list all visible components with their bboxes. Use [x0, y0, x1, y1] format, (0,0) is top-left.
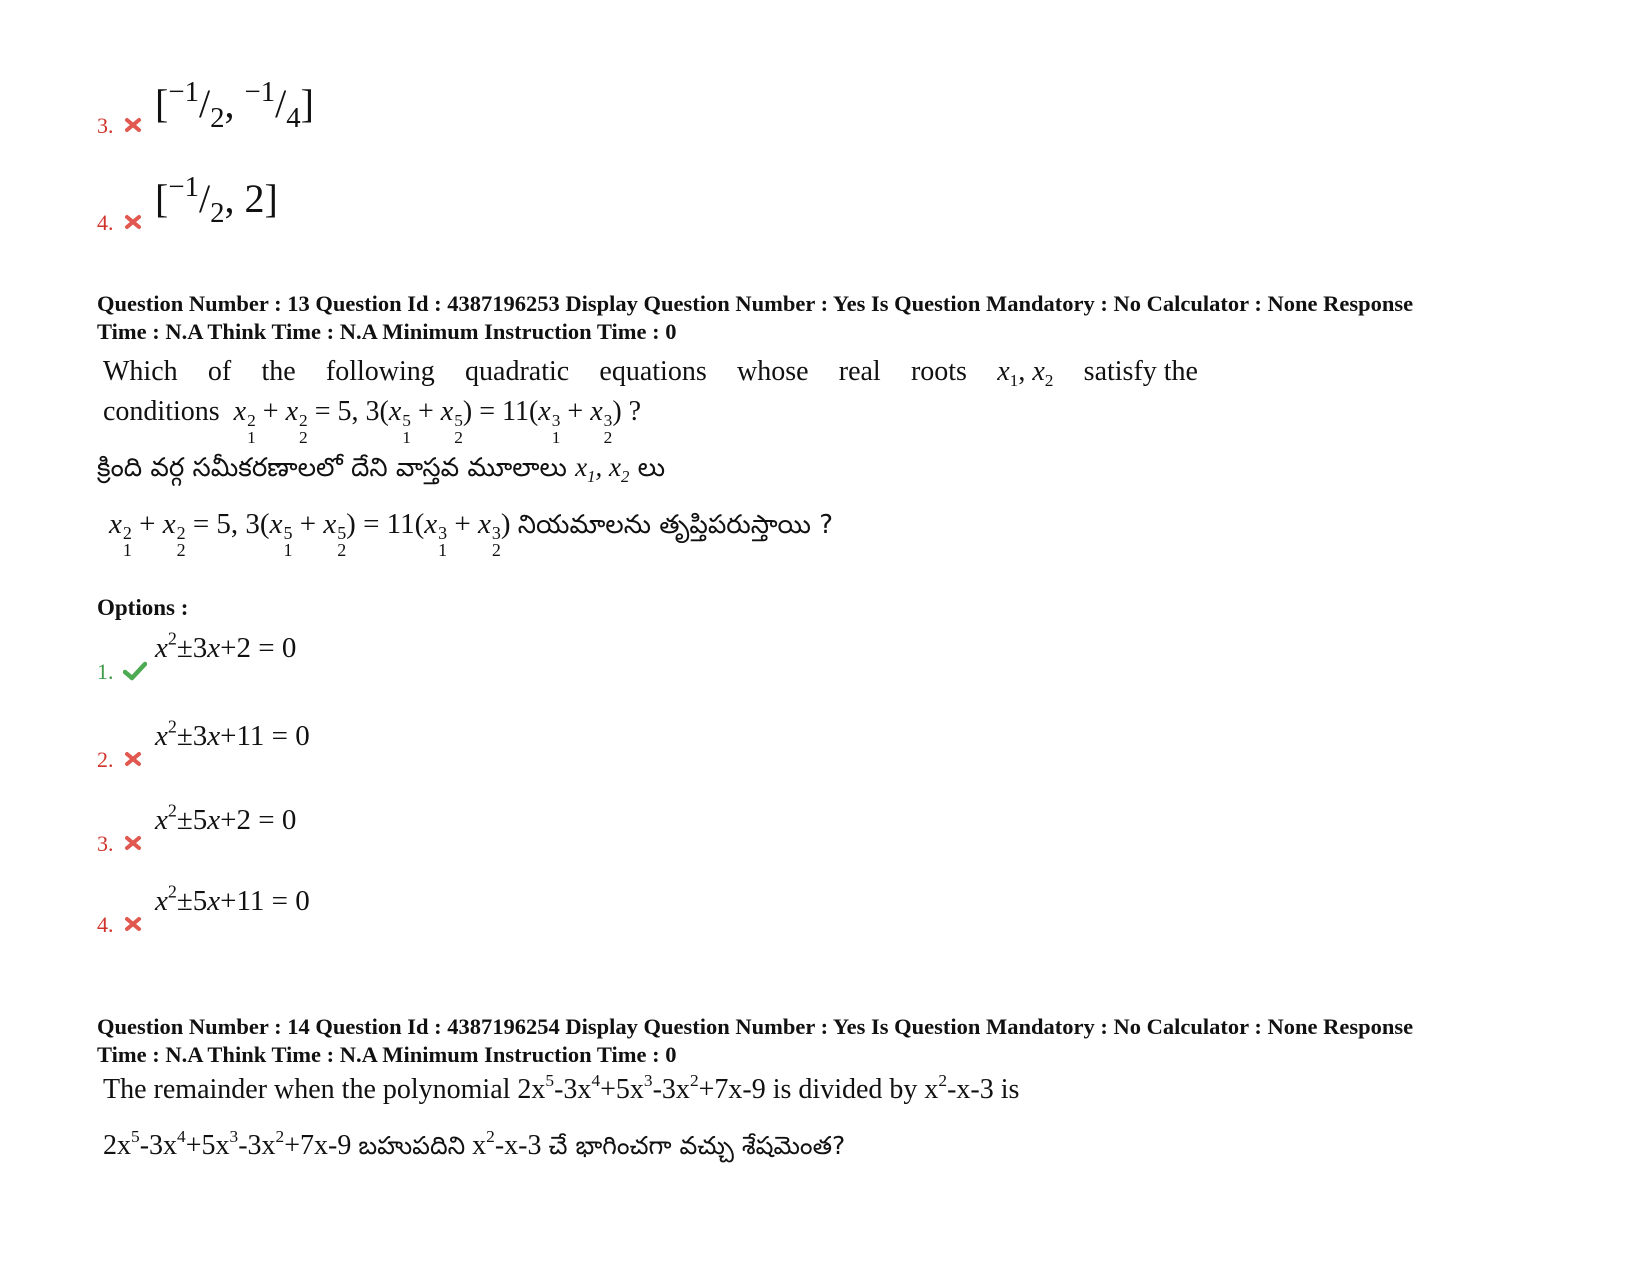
- meta-line-2: Time : N.A Think Time : N.A Minimum Instruction Time : 0: [97, 1042, 677, 1067]
- cross-icon: [123, 115, 149, 135]
- q13-option-3[interactable]: [97, 800, 297, 856]
- q13-option-2[interactable]: [97, 716, 310, 772]
- question-14-meta: [97, 1013, 1577, 1069]
- question-13-stem-te-line2: x 2 1 + x 2 2 = 5, 3(x 5 1 + x 5 2 ) = 11(x 3 1 + x 3 2 ) నియమాలను తృప్తిపరుస్తాయి ?: [109, 508, 834, 561]
- cross-icon: [123, 749, 149, 769]
- cross-icon: [123, 833, 149, 853]
- option-math: $x^2\pm 3x+11 = 0$: [155, 716, 310, 752]
- question-13-stem-en-line2: conditions x 2 1 + x 2 2 = 5, 3(x 5 1 + x 5 2 ) = 11(x 3 1 + x 3 2 ) ?: [103, 396, 642, 447]
- option-math: $x^2\pm 5x+2 = 0$: [155, 800, 297, 836]
- prev-option-3: [97, 78, 314, 137]
- check-icon: [123, 661, 149, 681]
- question-13-meta: [97, 290, 1577, 346]
- question-13-stem-te-line1: క్రింది వర్గ సమీకరణాలలో దేని వాస్తవ మూలాలు $x_1$, $x_2$ లు: [97, 452, 666, 486]
- option-math: [$^{-1}/_2$, $^{-1}/_4$]: [155, 76, 314, 134]
- option-number: 4.: [97, 912, 114, 937]
- meta-line-1: Question Number : 13 Question Id : 4387196253 Display Question Number : Yes Is Question Mandatory : No Calculator : None Response: [97, 291, 1414, 316]
- question-14-stem-te: $2x^5-3x^4+5x^3-3x^2+7x-9$ బహుపదిని $x^2-x-3$ చే భాగించగా వచ్చు శేషమెంత?: [103, 1126, 846, 1161]
- prev-option-4: [97, 171, 278, 235]
- question-13-stem-en-line1: Which of the following quadratic equations whose real roots $x_1$, $x_2$ satisfy the: [103, 356, 1198, 391]
- option-math: $x^2\pm 5x+11 = 0$: [155, 881, 310, 917]
- options-label: Options :: [97, 595, 189, 620]
- option-number: 2.: [97, 747, 114, 772]
- option-math: $x^2\pm 3x+2 = 0$: [155, 628, 297, 664]
- option-number: 3.: [97, 831, 114, 856]
- cross-icon: [123, 914, 149, 934]
- question-14-stem-en: The remainder when the polynomial $2x^5-3x^4+5x^3-3x^2+7x-9$ is divided by $x^2-x-3$ is: [103, 1070, 1020, 1105]
- option-number: 4.: [97, 209, 114, 235]
- option-number: 3.: [97, 112, 114, 138]
- q13-option-1[interactable]: [97, 628, 297, 684]
- option-math: [$^{-1}/_2$, 2]: [155, 171, 278, 229]
- q13-option-4[interactable]: [97, 881, 310, 937]
- meta-line-2: Time : N.A Think Time : N.A Minimum Instruction Time : 0: [97, 319, 677, 344]
- cross-icon: [123, 212, 149, 232]
- option-number: 1.: [97, 659, 114, 684]
- meta-line-1: Question Number : 14 Question Id : 4387196254 Display Question Number : Yes Is Question Mandatory : No Calculator : None Response: [97, 1014, 1414, 1039]
